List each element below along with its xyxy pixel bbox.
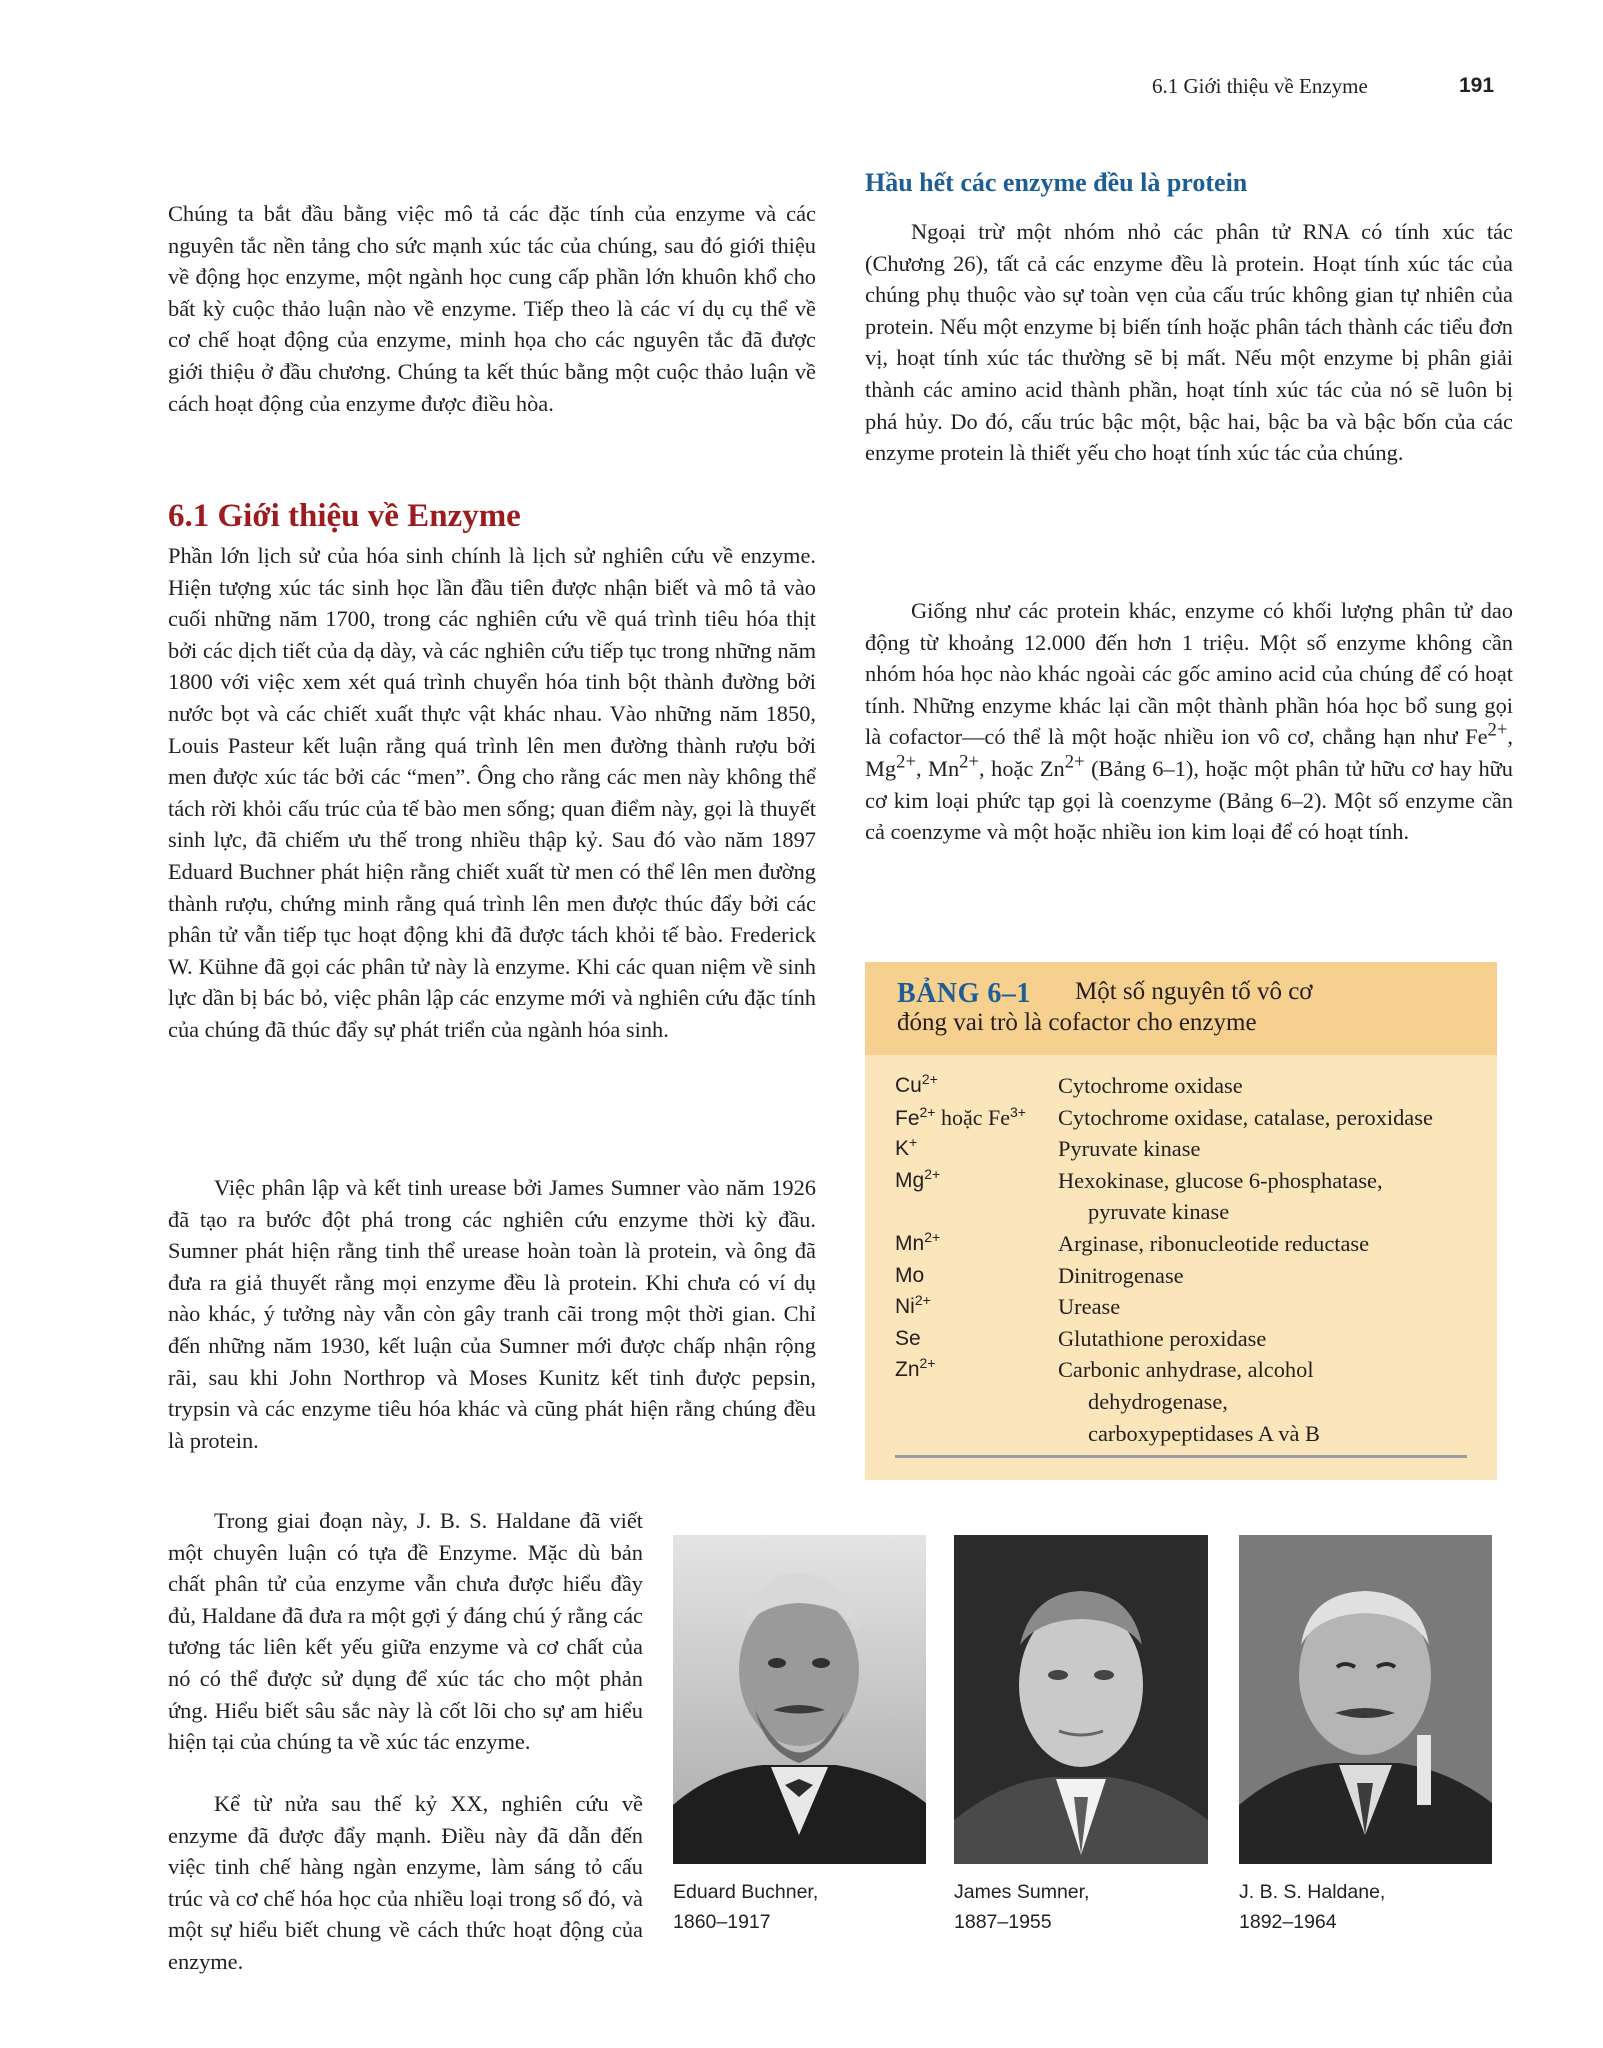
table-row: Se Glutathione peroxidase: [895, 1325, 1267, 1351]
photo-buchner: [673, 1535, 926, 1864]
table-row: $Cu^{2+}$ Cytochrome oxidase: [895, 1071, 1243, 1098]
caption-buchner: Eduard Buchner, 1860–1917: [673, 1881, 819, 1933]
table-row: $Mn^{2+}$ Arginase, ribonucleotide reductase: [895, 1228, 1370, 1256]
running-head: 6.1 Giới thiệu về Enzyme: [1152, 74, 1368, 98]
table-row: $Mg^{2+}$ Hexokinase, glucose 6-phosphatase, pyruvate kinase: [895, 1165, 1383, 1225]
table-bottom-rule: [895, 1455, 1467, 1458]
section-title: 6.1 Giới thiệu về Enzyme: [168, 498, 521, 534]
table-title: Một số nguyên tố vô cơ đóng vai trò là cofactor cho enzyme: [897, 978, 1313, 1036]
page-number: 191: [1459, 74, 1495, 97]
photo-haldane: [1239, 1535, 1492, 1864]
table-row: Mo Dinitrogenase: [895, 1262, 1184, 1288]
table-header: [865, 962, 1497, 1055]
intro-paragraph: Chúng ta bắt đầu bằng việc mô tả các đặc tính của enzyme và các nguyên tắc nền tảng cho sức mạnh xúc tác của chúng, sau đó giới thiệu về động học enzyme, một ngành học cung cấp phần lớn khuôn khổ cho bất kỳ cuộc thảo luận nào về enzyme. Tiếp theo là các ví dụ cụ thể về cơ chế hoạt động của enzyme, minh họa cho các nguyên tắc đã được giới thiệu ở đầu chương. Chúng ta kết thúc bằng một cuộc thảo luận về cách hoạt động của enzyme được điều hòa.: [168, 201, 816, 416]
photo-sumner: [954, 1535, 1208, 1864]
subsection-title: Hầu hết các enzyme đều là protein: [865, 168, 1248, 197]
protein-paragraph: Ngoại trừ một nhóm nhỏ các phân tử RNA có tính xúc tác (Chương 26), tất cả các enzyme đều là protein. Hoạt tính xúc tác của chúng phụ thuộc vào sự toàn vẹn của cấu trúc không gian tự nhiên của protein. Nếu một enzyme bị biến tính hoặc phân tách thành các tiểu đơn vị, hoạt tính xúc tác thường sẽ bị mất. Nếu một enzyme bị phân giải thành các amino acid thành phần, hoạt tính xúc tác của nó sẽ luôn bị phá hủy. Do đó, cấu trúc bậc một, bậc hai, bậc ba và bậc bốn của các enzyme protein là thiết yếu cho hoạt tính xúc tác của chúng.: [865, 219, 1513, 466]
table-row: $Fe^{2+}$ hoặc $Fe^{3+}$ Cytochrome oxidase, catalase, peroxidase: [895, 1103, 1433, 1130]
caption-haldane: J. B. S. Haldane, 1892–1964: [1239, 1881, 1386, 1933]
sumner-paragraph: Việc phân lập và kết tinh urease bởi James Sumner vào năm 1926 đã tạo ra bước đột phá trong các nghiên cứu enzyme thời kỳ đầu. Sumner phát hiện rằng tinh thể urease hoàn toàn là protein, và ông đã đưa ra giả thuyết rằng mọi enzyme đều là protein. Khi chưa có ví dụ nào khác, ý tưởng này vẫn còn gây tranh cãi trong một thời gian. Chỉ đến những năm 1930, kết luận của Sumner mới được chấp nhận rộng rãi, sau khi John Northrop và Moses Kunitz kết tinh được pepsin, trypsin và các enzyme tiêu hóa khác và cũng phát hiện rằng chúng đều là protein.: [168, 1175, 816, 1453]
table-label: BẢNG 6–1: [897, 978, 1031, 1009]
table-6-1: [865, 962, 1497, 1480]
history-paragraph: Phần lớn lịch sử của hóa sinh chính là lịch sử nghiên cứu về enzyme. Hiện tượng xúc tác sinh học lần đầu tiên được nhận biết và mô tả vào cuối những năm 1700, trong các nghiên cứu về quá trình tiêu hóa thịt bởi các dịch tiết của dạ dày, và các nghiên cứu tiếp tục trong những năm 1800 với việc xem xét quá trình chuyển hóa tinh bột thành đường bởi nước bọt và các chiết xuất thực vật khác nhau. Vào những năm 1850, Louis Pasteur kết luận rằng quá trình lên men đường thành rượu bởi men được xúc tác bởi các “men”. Ông cho rằng các men này không thể tách rời khỏi cấu trúc của tế bào men sống; quan điểm này, gọi là thuyết sinh lực, đã chiếm ưu thế trong nhiều thập kỷ. Sau đó vào năm 1897 Eduard Buchner phát hiện rằng chiết xuất từ men có thể lên men đường thành rượu, chứng minh rằng quá trình lên men được thúc đẩy bởi các phân tử vẫn tiếp tục hoạt động khi đã được tách khỏi tế bào. Frederick W. Kühne đã gọi các phân tử này là enzyme. Khi các quan niệm về sinh lực dần bị bác bỏ, việc phân lập các enzyme mới và nghiên cứu đặc tính của chúng đã thúc đẩy sự phát triển của ngành hóa sinh.: [168, 543, 816, 1042]
caption-sumner: James Sumner, 1887–1955: [954, 1881, 1090, 1933]
haldane-paragraph: Trong giai đoạn này, J. B. S. Haldane đã viết một chuyên luận có tựa đề Enzyme. Mặc dù bản chất phân tử của enzyme vẫn chưa được hiểu đầy đủ, Haldane đã đưa ra một gợi ý đáng chú ý rằng các tương tác liên kết yếu giữa enzyme và cơ chất của nó có thể được sử dụng để xúc tác cho một phản ứng. Hiểu biết sâu sắc này là cốt lõi cho sự am hiểu hiện tại của chúng ta về xúc tác enzyme.: [168, 1508, 643, 1755]
table-row: $Ni^{2+}$ Urease: [895, 1292, 1121, 1320]
table-body: [895, 1070, 1497, 1449]
table-row: K+ Pyruvate kinase: [895, 1134, 1201, 1162]
modern-paragraph: Kể từ nửa sau thế kỷ XX, nghiên cứu về enzyme đã được đẩy mạnh. Điều này đã dẫn đến việc tinh chế hàng ngàn enzyme, làm sáng tỏ cấu trúc và cơ chế hóa học của nhiều loại trong số đó, và một sự hiểu biết chung về cách thức hoạt động của enzyme.: [168, 1791, 643, 1974]
table-row: $Zn^{2+}$ Carbonic anhydrase, alcohol dehydrogenase, carboxypeptidases A và B: [895, 1355, 1320, 1446]
cofactor-paragraph: Giống như các protein khác, enzyme có khối lượng phân tử dao động từ khoảng 12.000 đến hơn 1 triệu. Một số enzyme không cần nhóm hóa học nào khác ngoài các gốc amino acid của chúng để có hoạt tính. Những enzyme khác lại cần một thành phần hóa học bổ sung gọi là cofactor—có thể là một hoặc nhiều ion vô cơ, chẳng hạn như $Fe^{2+}$, $Mg^{2+}$, $Mn^{2+}$, hoặc $Zn^{2+}$ (Bảng 6–1), hoặc một phân tử hữu cơ hay hữu cơ kim loại phức tạp gọi là coenzyme (Bảng 6–2). Một số enzyme cần cả coenzyme và một hoặc nhiều ion kim loại để có hoạt tính.: [865, 598, 1513, 845]
